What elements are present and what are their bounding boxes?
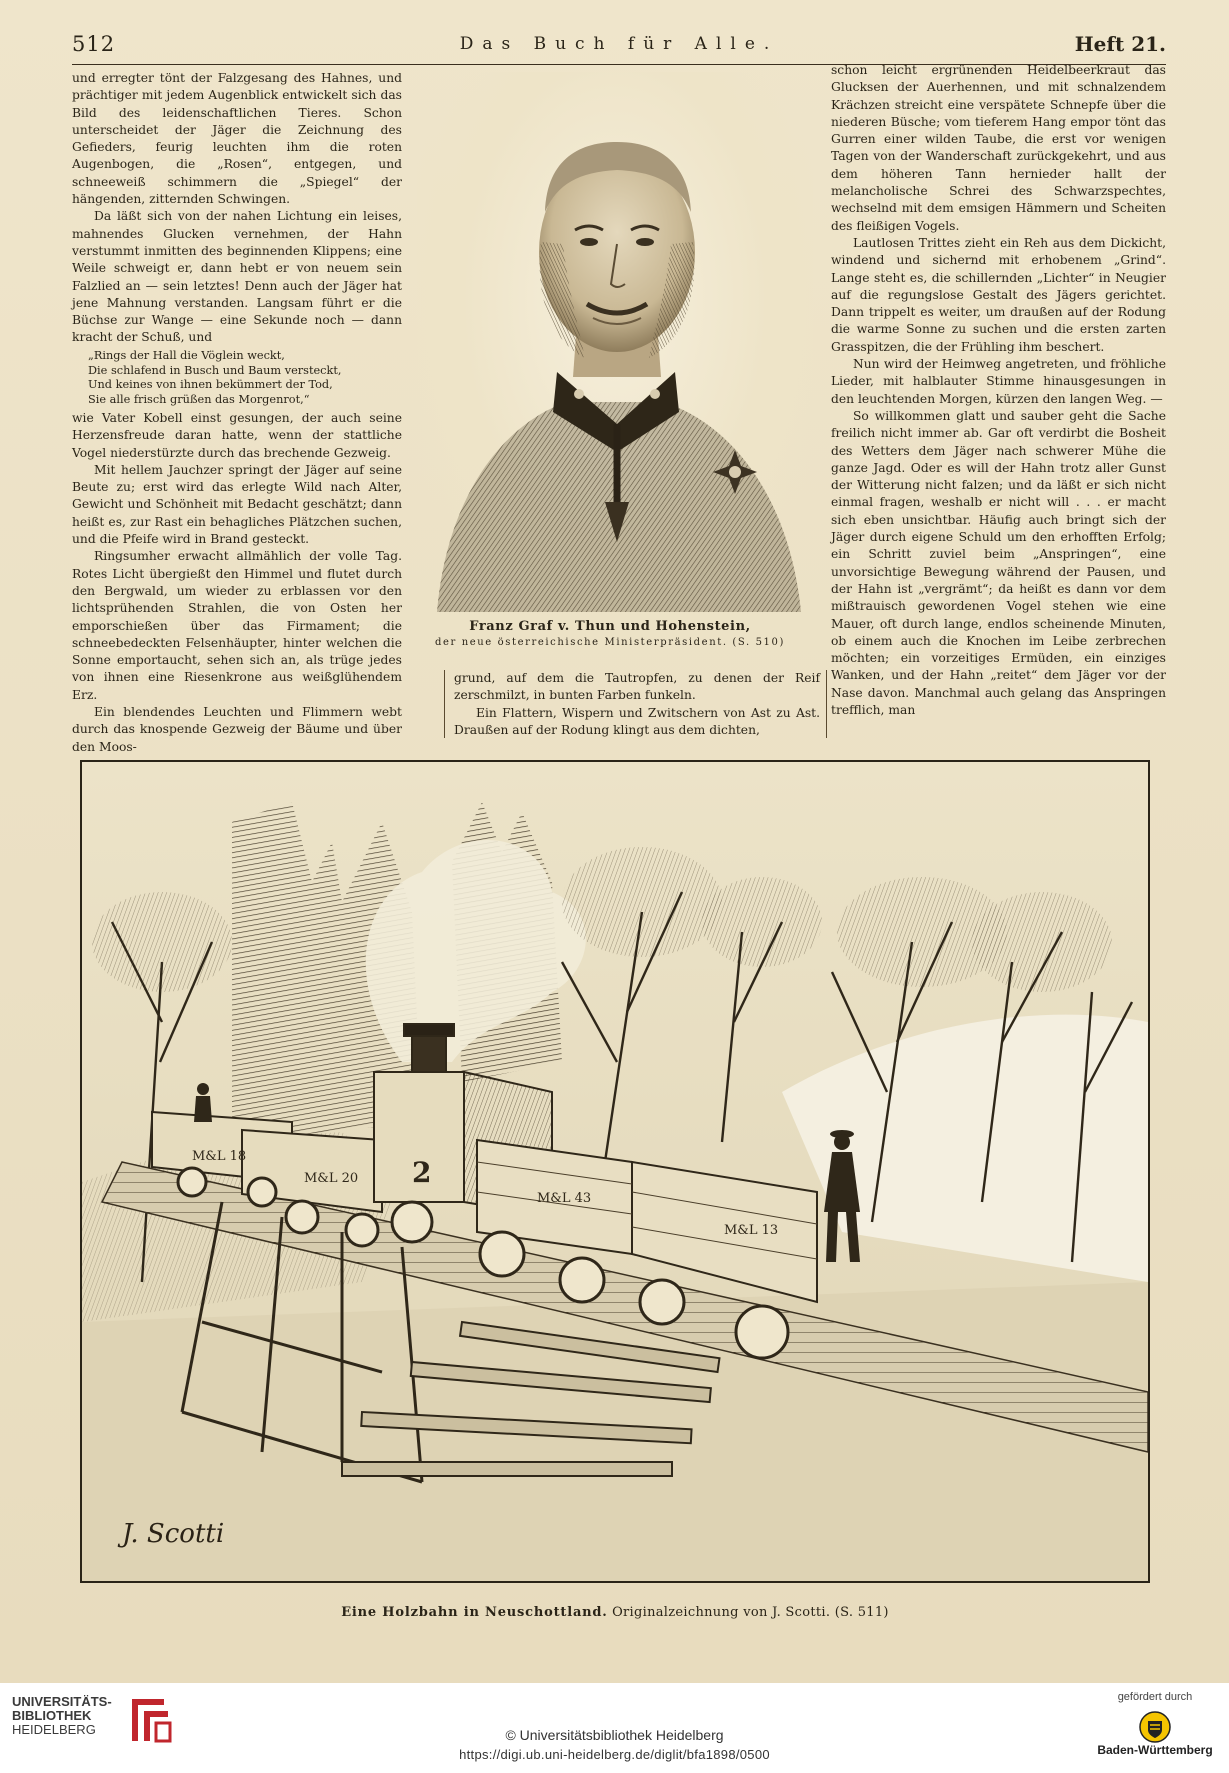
column-left: [72, 70, 402, 756]
engraving-caption-title: Eine Holzbahn in Neuschottland.: [341, 1605, 608, 1620]
paragraph: wie Vater Kobell einst gesungen, der auch seine Herzensfreude daran hatte, wenn der stattliche Vogel niederstürzte durch das brechende Gezweig.: [72, 410, 402, 460]
funded-by-label: gefördert durch: [1117, 1691, 1193, 1703]
railway-engraving: [80, 760, 1150, 1583]
artist-signature: J. Scotti: [122, 1519, 225, 1549]
column-middle: [454, 670, 820, 739]
paragraph: Da läßt sich von der nahen Lichtung ein leises, mahnendes Glucken vernehmen, der Hahn verstummt inmitten des beginnenden Klippens; eine Weile schweigt er, dann hebt er von neuem sein Falzlied an — sein letztes! Denn auch der Jäger hat jene Mahnung verstanden. Langsam führt er die Büchse zur Wange — eine Sekunde noch — dann kracht der Schuß, und: [72, 209, 402, 345]
engraving-caption: [80, 1605, 1150, 1620]
permalink-url[interactable]: https://digi.ub.uni-heidelberg.de/diglit/bfa1898/0500: [459, 1747, 770, 1762]
verse-line: Und keines von ihnen bekümmert der Tod,: [88, 378, 333, 392]
portrait-caption-name: Franz Graf v. Thun und Hohenstein,: [469, 619, 751, 634]
paragraph: Ringsumher erwacht allmählich der volle Tag. Rotes Licht übergießt den Himmel und flutet durch den Bergwald, um wieder zu erblassen vor den lichtsprühenden Strahlen, die von Osten her emporschießen über das Firmament; die schneebedeckten Felsenhäupter, hinter welchen die Sonne emportaucht, sehen sich an, als trüge jedes von ihnen eine Riesenkrone aus weißglühendem Erz.: [72, 549, 402, 702]
library-name-line: UNIVERSITÄTS-: [12, 1694, 112, 1709]
paragraph: Mit hellem Jauchzer springt der Jäger auf seine Beute zu; erst wird das erlegte Wild nach Alter, Gewicht und Schönheit mit Bedacht geschätzt; dann heißt es, zur Rast ein behagliches Plätzchen suchen, und die Pfeife wird in Brand gesteckt.: [72, 462, 402, 547]
wagon-label: M&L 43: [537, 1191, 592, 1206]
library-name-line: HEIDELBERG: [12, 1722, 96, 1737]
page-number: 512: [72, 32, 116, 56]
wagon-label: M&L 18: [192, 1149, 247, 1164]
library-footer: [0, 1683, 1229, 1773]
verse-line: „Rings der Hall die Vöglein weckt,: [88, 348, 285, 362]
paragraph: Lautlosen Trittes zieht ein Reh aus dem Dickicht, windend und sichernd mit erhobenem „Grind“. Lange steht es, die schillernden „Lichter“ in Neugier auf die regungslose Gestalt des Jägers gerichtet. Dann trippelt es weiter, um draußen auf der Rodung die warme Sonne zu suchen und die ersten zarten Grasspitzen, die der Frühling ihm beschert.: [831, 235, 1166, 354]
paragraph: Ein blendendes Leuchten und Flimmern webt durch das knospende Gezweig der Bäume und über den Moos-: [72, 704, 402, 754]
verse-quote: [88, 349, 402, 408]
state-crest-icon: [1139, 1711, 1171, 1743]
paragraph: grund, auf dem die Tautropfen, zu denen der Reif zerschmilzt, in bunten Farben funkeln.: [454, 671, 820, 703]
locomotive-number: 2: [412, 1156, 432, 1189]
issue-number: Heft 21.: [1074, 32, 1166, 56]
copyright-notice: © Universitätsbibliothek Heidelberg: [505, 1727, 724, 1743]
paragraph: und erregter tönt der Falzgesang des Hahnes, und prächtiger mit jedem Augenblick entwickelt sich das Bild des leidenschaftlichen Tieres. Schon unterscheidet der Jäger die Zeichnung des Gefieders, feurig leuchten ihm die roten Augenbogen, die „Rosen“, entgegen, und schneeweiß schimmern die „Spiegel“ der hängenden, zitternden Schwingen.: [72, 71, 402, 207]
portrait-engraving: [417, 72, 813, 612]
column-rule: [444, 670, 445, 738]
portrait-caption-subtitle: der neue österreichische Ministerpräsident. (S. 510): [435, 637, 785, 648]
paragraph: So willkommen glatt und sauber geht die Sache freilich nicht immer ab. Gar oft verdirbt die Bosheit des Wetters dem Jäger nach schwerer Mühe die ganze Jagd. Oder es will der Hahn trotz aller Gunst der Witterung nicht falzen; und da läßt er sich nicht einmal fragen, weshalb er nicht will . . . er macht sich eben unsichtbar. Häufig auch bringt sich der Jäger durch eigene Schuld um den erhofften Erfolg; ein Schritt zuviel beim „Anspringen“, eine unvorsichtige Bewegung während der Pausen, und der Hahn ist „vergrämt“; da heißt es dann vor dem mißtrauisch gewordenen Vogel stehen wie eine Mauer, oft durch lange, endlos scheinende Minuten, ob einem auch die Knochen im Leibe zerbrechen möchten; ein vorzeitiges Ermüden, ein einziges Wanken, und der Hahn „reitet“ dem Jäger vor der Nase davon. Manchmal auch gelang das Anspringen trefflich, man: [831, 408, 1166, 717]
portrait-caption: [420, 619, 800, 648]
funder-block: [1095, 1691, 1215, 1757]
engraving-caption-credit: Originalzeichnung von J. Scotti. (S. 511): [612, 1605, 889, 1620]
wagon-label: M&L 20: [304, 1171, 359, 1186]
portrait-illustration: [417, 72, 813, 612]
paragraph: Ein Flattern, Wispern und Zwitschern von Ast zu Ast. Draußen auf der Rodung klingt aus dem dichten,: [454, 705, 820, 737]
railway-illustration: [82, 762, 1148, 1581]
verse-line: Die schlafend in Busch und Baum versteckt,: [88, 363, 342, 377]
funder-name: Baden-Württemberg: [1097, 1743, 1213, 1757]
running-title: Das Buch für Alle.: [459, 34, 779, 54]
verse-line: Sie alle frisch grüßen das Morgenrot,“: [88, 393, 310, 407]
library-name-line: BIBLIOTHEK: [12, 1708, 92, 1723]
column-rule: [826, 670, 827, 738]
paragraph: schon leicht ergrünenden Heidelbeerkraut das Glucksen der Auerhennen, und mit schnalzendem Krächzen streicht eine verspätete Schnepfe über die niederen Büsche; vom tieferem Hang empor tönt das Gurren einer wilden Taube, die erst vor wenigen Tagen von der Wanderschaft zurückgekehrt, und aus dem höheren Tann hernieder hallt der melancholische Schrei des Schwarzspechtes, wechselnd mit dem emsigen Hämmern und Scheiten des fleißigen Vogels.: [831, 63, 1166, 233]
wagon-label: M&L 13: [724, 1223, 779, 1238]
page-header: [72, 28, 1166, 62]
column-right: [831, 62, 1166, 719]
paragraph: Nun wird der Heimweg angetreten, und fröhliche Lieder, mit halblauter Stimme hinausgesungen in den leuchtenden Morgen, kürzen den langen Weg. —: [831, 357, 1166, 406]
